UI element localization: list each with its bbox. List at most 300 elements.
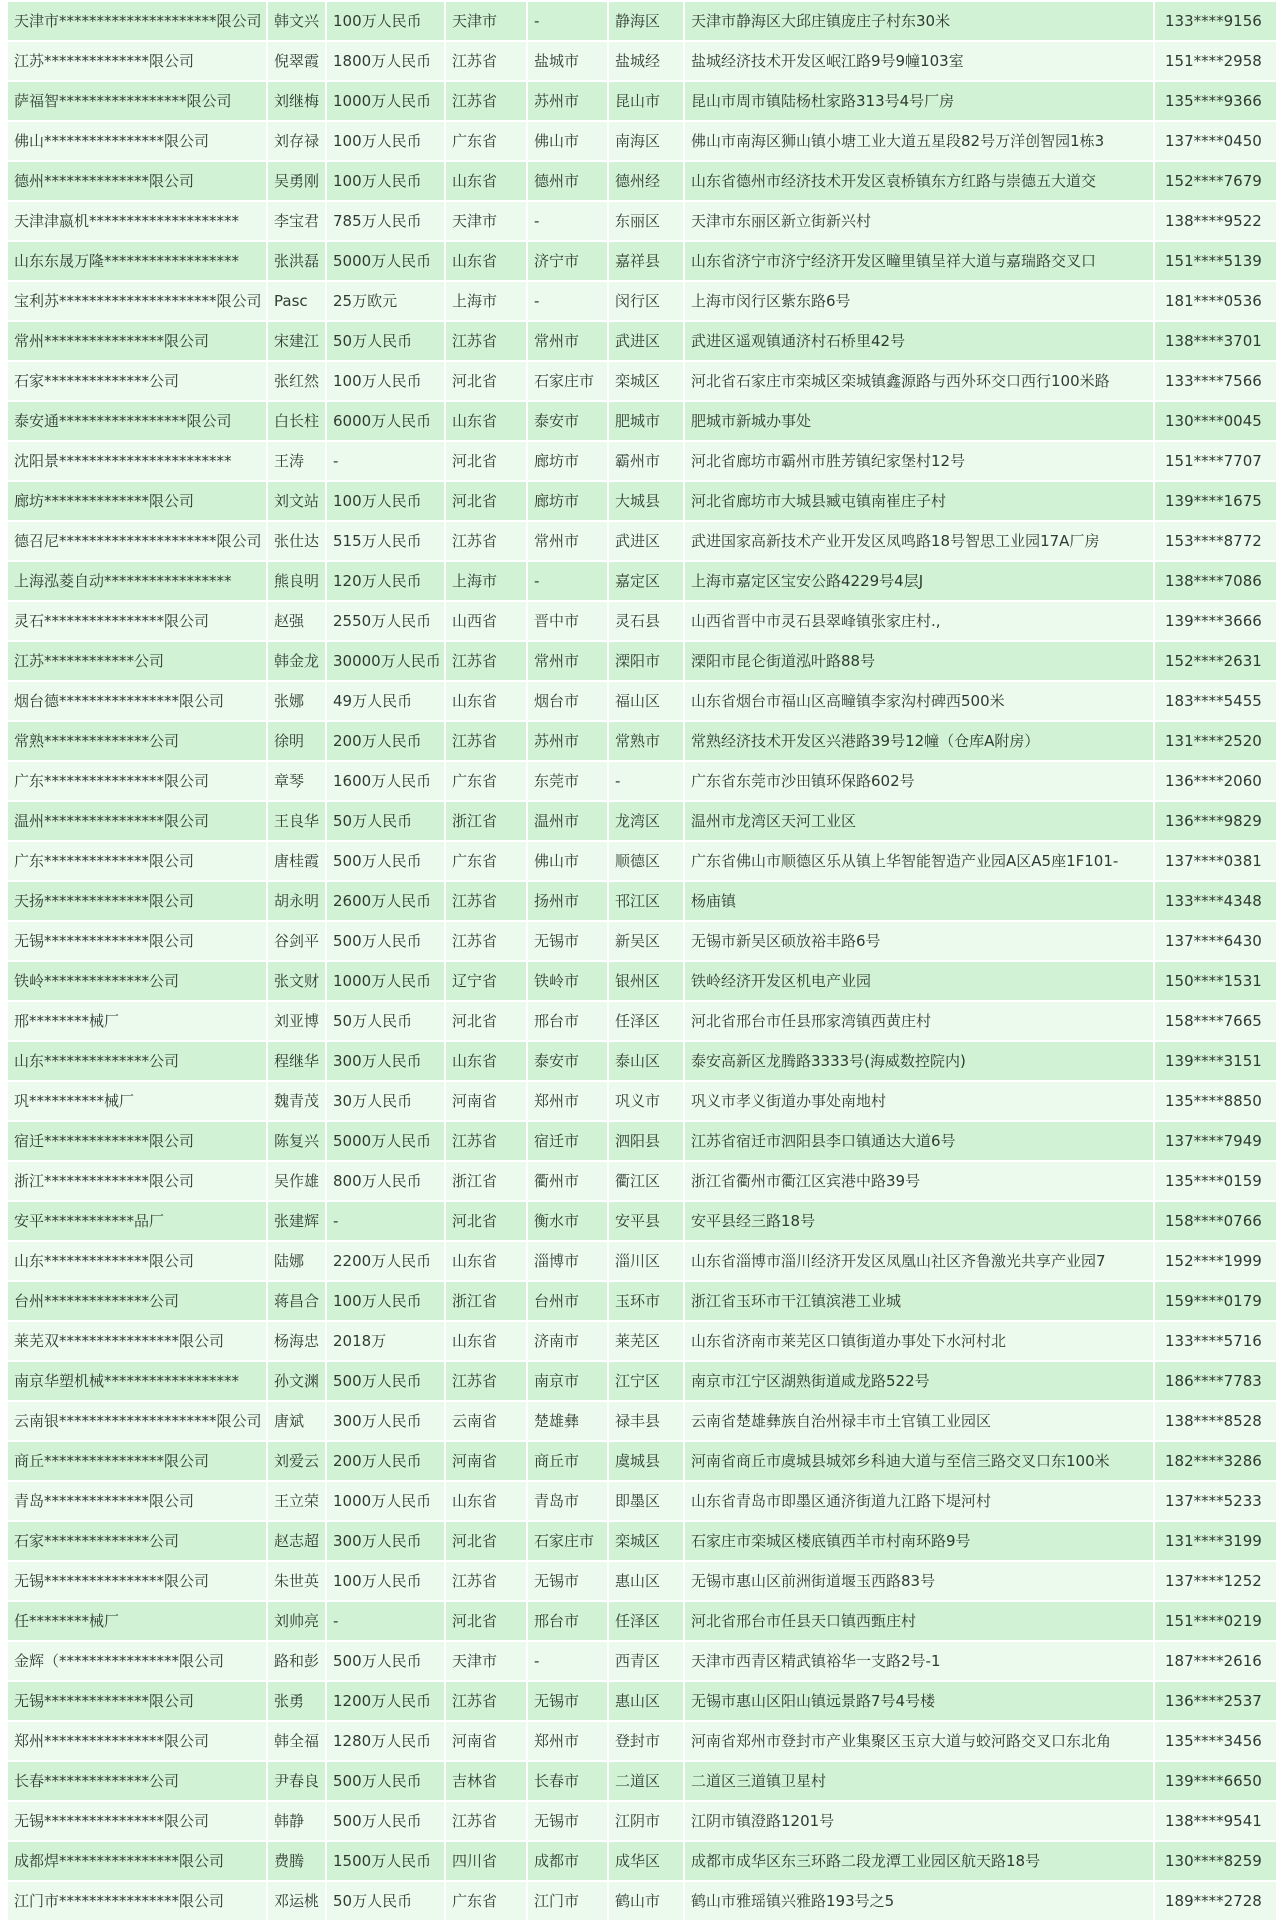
phone-cell: 159****0179 (1155, 1282, 1276, 1320)
table-row (8, 1322, 1276, 1360)
contact-name-cell: 陆娜 (268, 1242, 325, 1280)
address-cell: 广东省佛山市顺德区乐从镇上华智能智造产业园A区A5座1F101- (685, 842, 1153, 880)
registered-capital-cell: - (327, 1202, 444, 1240)
registered-capital-cell: 300万人民币 (327, 1042, 444, 1080)
phone-cell: 150****1531 (1155, 962, 1276, 1000)
city-cell: 商丘市 (528, 1442, 607, 1480)
contact-name-cell: 韩静 (268, 1802, 325, 1840)
address-cell: 山东省德州市经济技术开发区袁桥镇东方红路与崇德五大道交 (685, 162, 1153, 200)
registered-capital-cell: 500万人民币 (327, 922, 444, 960)
district-cell: 武进区 (609, 522, 683, 560)
district-cell: 二道区 (609, 1762, 683, 1800)
province-cell: 广东省 (446, 122, 526, 160)
district-cell: 巩义市 (609, 1082, 683, 1120)
company-name-cell: 浙江**************限公司 (8, 1162, 266, 1200)
company-name-cell: 邢********械厂 (8, 1002, 266, 1040)
phone-cell: 137****0450 (1155, 122, 1276, 160)
table-row (8, 1842, 1276, 1880)
table-row (8, 1562, 1276, 1600)
district-cell: 霸州市 (609, 442, 683, 480)
province-cell: 广东省 (446, 842, 526, 880)
contact-name-cell: 路和彭 (268, 1642, 325, 1680)
province-cell: 江苏省 (446, 882, 526, 920)
contact-name-cell: 王立荣 (268, 1482, 325, 1520)
city-cell: 苏州市 (528, 82, 607, 120)
province-cell: 山东省 (446, 682, 526, 720)
address-cell: 河北省邢台市任县邢家湾镇西黄庄村 (685, 1002, 1153, 1040)
address-cell: 江苏省宿迁市泗阳县李口镇通达大道6号 (685, 1122, 1153, 1160)
registered-capital-cell: 100万人民币 (327, 1562, 444, 1600)
province-cell: 河北省 (446, 442, 526, 480)
city-cell: - (528, 1642, 607, 1680)
phone-cell: 139****6650 (1155, 1762, 1276, 1800)
phone-cell: 139****3151 (1155, 1042, 1276, 1080)
contact-name-cell: 蒋昌合 (268, 1282, 325, 1320)
contact-name-cell: 张洪磊 (268, 242, 325, 280)
phone-cell: 153****8772 (1155, 522, 1276, 560)
province-cell: 上海市 (446, 282, 526, 320)
phone-cell: 137****6430 (1155, 922, 1276, 960)
province-cell: 河南省 (446, 1082, 526, 1120)
company-name-cell: 台州**************公司 (8, 1282, 266, 1320)
table-row (8, 162, 1276, 200)
address-cell: 河北省廊坊市霸州市胜芳镇纪家堡村12号 (685, 442, 1153, 480)
city-cell: 廊坊市 (528, 442, 607, 480)
contact-name-cell: 尹春良 (268, 1762, 325, 1800)
address-cell: 武进国家高新技术产业开发区凤鸣路18号智思工业园17A厂房 (685, 522, 1153, 560)
phone-cell: 138****8528 (1155, 1402, 1276, 1440)
city-cell: 无锡市 (528, 1682, 607, 1720)
province-cell: 河北省 (446, 1602, 526, 1640)
district-cell: 惠山区 (609, 1562, 683, 1600)
province-cell: 江苏省 (446, 42, 526, 80)
phone-cell: 130****8259 (1155, 1842, 1276, 1880)
district-cell: 银州区 (609, 962, 683, 1000)
company-name-cell: 长春**************公司 (8, 1762, 266, 1800)
district-cell: 德州经 (609, 162, 683, 200)
phone-cell: 136****2060 (1155, 762, 1276, 800)
phone-cell: 138****9541 (1155, 1802, 1276, 1840)
company-name-cell: 天津市*********************限公司 (8, 2, 266, 40)
registered-capital-cell: 500万人民币 (327, 1802, 444, 1840)
district-cell: 肥城市 (609, 402, 683, 440)
table-row (8, 322, 1276, 360)
city-cell: 宿迁市 (528, 1122, 607, 1160)
phone-cell: 137****1252 (1155, 1562, 1276, 1600)
table-row (8, 402, 1276, 440)
company-name-cell: 安平************品厂 (8, 1202, 266, 1240)
phone-cell: 186****7783 (1155, 1362, 1276, 1400)
registered-capital-cell: 2600万人民币 (327, 882, 444, 920)
address-cell: 佛山市南海区狮山镇小塘工业大道五星段82号万洋创智园1栋3 (685, 122, 1153, 160)
company-name-cell: 南京华塑机械****************** (8, 1362, 266, 1400)
province-cell: 广东省 (446, 1882, 526, 1920)
company-name-cell: 佛山****************限公司 (8, 122, 266, 160)
city-cell: 无锡市 (528, 1562, 607, 1600)
address-cell: 上海市闵行区紫东路6号 (685, 282, 1153, 320)
province-cell: 山东省 (446, 1482, 526, 1520)
company-name-cell: 江苏************公司 (8, 642, 266, 680)
registered-capital-cell: 500万人民币 (327, 1762, 444, 1800)
contact-name-cell: 刘亚博 (268, 1002, 325, 1040)
company-name-cell: 山东**************公司 (8, 1042, 266, 1080)
phone-cell: 137****5233 (1155, 1482, 1276, 1520)
address-cell: 铁岭经济开发区机电产业园 (685, 962, 1153, 1000)
city-cell: 江门市 (528, 1882, 607, 1920)
province-cell: 河北省 (446, 1522, 526, 1560)
contact-name-cell: 张仕达 (268, 522, 325, 560)
district-cell: 安平县 (609, 1202, 683, 1240)
table-row (8, 362, 1276, 400)
phone-cell: 151****5139 (1155, 242, 1276, 280)
city-cell: 温州市 (528, 802, 607, 840)
registered-capital-cell: 500万人民币 (327, 842, 444, 880)
contact-name-cell: 王涛 (268, 442, 325, 480)
province-cell: 浙江省 (446, 1282, 526, 1320)
registered-capital-cell: 1500万人民币 (327, 1842, 444, 1880)
address-cell: 巩义市孝义街道办事处南地村 (685, 1082, 1153, 1120)
table-row (8, 1162, 1276, 1200)
contact-name-cell: 韩文兴 (268, 2, 325, 40)
registered-capital-cell: 100万人民币 (327, 362, 444, 400)
city-cell: 泰安市 (528, 402, 607, 440)
contact-name-cell: 张勇 (268, 1682, 325, 1720)
city-cell: 盐城市 (528, 42, 607, 80)
address-cell: 山东省青岛市即墨区通济街道九江路下堤河村 (685, 1482, 1153, 1520)
company-name-cell: 金辉（****************限公司 (8, 1642, 266, 1680)
city-cell: 常州市 (528, 522, 607, 560)
contact-name-cell: 谷剑平 (268, 922, 325, 960)
registered-capital-cell: 1000万人民币 (327, 962, 444, 1000)
district-cell: 栾城区 (609, 362, 683, 400)
city-cell: 济宁市 (528, 242, 607, 280)
registered-capital-cell: 30万人民币 (327, 1082, 444, 1120)
province-cell: 上海市 (446, 562, 526, 600)
address-cell: 无锡市惠山区阳山镇远景路7号4号楼 (685, 1682, 1153, 1720)
contact-name-cell: 韩全福 (268, 1722, 325, 1760)
district-cell: 惠山区 (609, 1682, 683, 1720)
table-row (8, 1642, 1276, 1680)
table-row (8, 1002, 1276, 1040)
district-cell: 鹤山市 (609, 1882, 683, 1920)
contact-name-cell: 李宝君 (268, 202, 325, 240)
province-cell: 河北省 (446, 1202, 526, 1240)
contact-name-cell: 刘存禄 (268, 122, 325, 160)
district-cell: 江阴市 (609, 1802, 683, 1840)
province-cell: 山东省 (446, 162, 526, 200)
table-row (8, 522, 1276, 560)
registered-capital-cell: 120万人民币 (327, 562, 444, 600)
phone-cell: 138****3701 (1155, 322, 1276, 360)
address-cell: 溧阳市昆仑街道泓叶路88号 (685, 642, 1153, 680)
address-cell: 山东省淄博市淄川经济开发区凤凰山社区齐鲁激光共享产业园7 (685, 1242, 1153, 1280)
company-name-cell: 无锡****************限公司 (8, 1802, 266, 1840)
table-row (8, 482, 1276, 520)
city-cell: 淄博市 (528, 1242, 607, 1280)
province-cell: 江苏省 (446, 642, 526, 680)
phone-cell: 139****1675 (1155, 482, 1276, 520)
province-cell: 浙江省 (446, 1162, 526, 1200)
contact-name-cell: 陈复兴 (268, 1122, 325, 1160)
address-cell: 成都市成华区东三环路二段龙潭工业园区航天路18号 (685, 1842, 1153, 1880)
company-name-cell: 萨福智*****************限公司 (8, 82, 266, 120)
registered-capital-cell: 100万人民币 (327, 2, 444, 40)
table-row (8, 1442, 1276, 1480)
company-name-cell: 铁岭**************公司 (8, 962, 266, 1000)
contact-name-cell: 程继华 (268, 1042, 325, 1080)
city-cell: 常州市 (528, 322, 607, 360)
province-cell: 河北省 (446, 362, 526, 400)
contact-name-cell: 赵志超 (268, 1522, 325, 1560)
province-cell: 河北省 (446, 1002, 526, 1040)
company-name-cell: 泰安通*****************限公司 (8, 402, 266, 440)
district-cell: 灵石县 (609, 602, 683, 640)
company-name-cell: 德州**************限公司 (8, 162, 266, 200)
registered-capital-cell: 785万人民币 (327, 202, 444, 240)
table-row (8, 1082, 1276, 1120)
district-cell: 莱芜区 (609, 1322, 683, 1360)
registered-capital-cell: 49万人民币 (327, 682, 444, 720)
company-name-cell: 成都焊****************限公司 (8, 1842, 266, 1880)
table-row (8, 1242, 1276, 1280)
company-name-cell: 烟台德****************限公司 (8, 682, 266, 720)
phone-cell: 131****3199 (1155, 1522, 1276, 1560)
district-cell: 衢江区 (609, 1162, 683, 1200)
province-cell: 江苏省 (446, 522, 526, 560)
contact-name-cell: 宋建江 (268, 322, 325, 360)
city-cell: 苏州市 (528, 722, 607, 760)
contact-name-cell: 胡永明 (268, 882, 325, 920)
address-cell: 温州市龙湾区天河工业区 (685, 802, 1153, 840)
city-cell: 衢州市 (528, 1162, 607, 1200)
contact-name-cell: 魏青茂 (268, 1082, 325, 1120)
table-row (8, 42, 1276, 80)
province-cell: 河北省 (446, 482, 526, 520)
district-cell: 虞城县 (609, 1442, 683, 1480)
district-cell: 溧阳市 (609, 642, 683, 680)
province-cell: 江苏省 (446, 722, 526, 760)
district-cell: 龙湾区 (609, 802, 683, 840)
address-cell: 安平县经三路18号 (685, 1202, 1153, 1240)
phone-cell: 137****0381 (1155, 842, 1276, 880)
city-cell: 青岛市 (528, 1482, 607, 1520)
contact-name-cell: 张红然 (268, 362, 325, 400)
province-cell: 山东省 (446, 1042, 526, 1080)
phone-cell: 133****4348 (1155, 882, 1276, 920)
province-cell: 山西省 (446, 602, 526, 640)
company-name-cell: 灵石****************限公司 (8, 602, 266, 640)
contact-name-cell: 吴勇刚 (268, 162, 325, 200)
province-cell: 山东省 (446, 402, 526, 440)
address-cell: 河北省廊坊市大城县臧屯镇南崔庄子村 (685, 482, 1153, 520)
company-name-cell: 无锡**************限公司 (8, 922, 266, 960)
city-cell: 郑州市 (528, 1722, 607, 1760)
registered-capital-cell: 2018万 (327, 1322, 444, 1360)
district-cell: 武进区 (609, 322, 683, 360)
registered-capital-cell: 2200万人民币 (327, 1242, 444, 1280)
phone-cell: 189****2728 (1155, 1882, 1276, 1920)
district-cell: 常熟市 (609, 722, 683, 760)
contact-name-cell: 徐明 (268, 722, 325, 760)
registered-capital-cell: 25万欧元 (327, 282, 444, 320)
registered-capital-cell: 50万人民币 (327, 1002, 444, 1040)
phone-cell: 158****7665 (1155, 1002, 1276, 1040)
address-cell: 泰安高新区龙腾路3333号(海威数控院内) (685, 1042, 1153, 1080)
district-cell: 西青区 (609, 1642, 683, 1680)
province-cell: 山东省 (446, 1242, 526, 1280)
phone-cell: 181****0536 (1155, 282, 1276, 320)
phone-cell: 158****0766 (1155, 1202, 1276, 1240)
registered-capital-cell: - (327, 442, 444, 480)
table-row (8, 1602, 1276, 1640)
registered-capital-cell: - (327, 1602, 444, 1640)
province-cell: 天津市 (446, 202, 526, 240)
province-cell: 江苏省 (446, 322, 526, 360)
province-cell: 河南省 (446, 1442, 526, 1480)
company-name-cell: 常熟**************公司 (8, 722, 266, 760)
address-cell: 常熟经济技术开发区兴港路39号12幢（仓库A附房） (685, 722, 1153, 760)
district-cell: 邗江区 (609, 882, 683, 920)
company-table-container (6, 0, 1274, 1922)
province-cell: 广东省 (446, 762, 526, 800)
city-cell: - (528, 282, 607, 320)
contact-name-cell: 唐桂霞 (268, 842, 325, 880)
contact-name-cell: 赵强 (268, 602, 325, 640)
district-cell: 昆山市 (609, 82, 683, 120)
table-row (8, 922, 1276, 960)
registered-capital-cell: 800万人民币 (327, 1162, 444, 1200)
address-cell: 无锡市新吴区硕放裕丰路6号 (685, 922, 1153, 960)
address-cell: 石家庄市栾城区楼底镇西羊市村南环路9号 (685, 1522, 1153, 1560)
table-row (8, 642, 1276, 680)
address-cell: 上海市嘉定区宝安公路4229号4层J (685, 562, 1153, 600)
table-row (8, 962, 1276, 1000)
company-name-cell: 江苏**************限公司 (8, 42, 266, 80)
contact-name-cell: 刘继梅 (268, 82, 325, 120)
district-cell: 静海区 (609, 2, 683, 40)
phone-cell: 151****7707 (1155, 442, 1276, 480)
company-name-cell: 云南银*********************限公司 (8, 1402, 266, 1440)
company-name-cell: 天扬**************限公司 (8, 882, 266, 920)
province-cell: 江苏省 (446, 1682, 526, 1720)
table-row (8, 682, 1276, 720)
address-cell: 云南省楚雄彝族自治州禄丰市土官镇工业园区 (685, 1402, 1153, 1440)
address-cell: 杨庙镇 (685, 882, 1153, 920)
registered-capital-cell: 30000万人民币 (327, 642, 444, 680)
district-cell: 盐城经 (609, 42, 683, 80)
registered-capital-cell: 200万人民币 (327, 722, 444, 760)
registered-capital-cell: 200万人民币 (327, 1442, 444, 1480)
district-cell: 东丽区 (609, 202, 683, 240)
table-row (8, 1722, 1276, 1760)
company-name-cell: 温州****************限公司 (8, 802, 266, 840)
table-row (8, 442, 1276, 480)
company-name-cell: 广东****************限公司 (8, 762, 266, 800)
address-cell: 南京市江宁区湖熟街道咸龙路522号 (685, 1362, 1153, 1400)
district-cell: 登封市 (609, 1722, 683, 1760)
phone-cell: 137****7949 (1155, 1122, 1276, 1160)
city-cell: 台州市 (528, 1282, 607, 1320)
phone-cell: 183****5455 (1155, 682, 1276, 720)
phone-cell: 152****7679 (1155, 162, 1276, 200)
district-cell: 成华区 (609, 1842, 683, 1880)
phone-cell: 133****7566 (1155, 362, 1276, 400)
city-cell: 烟台市 (528, 682, 607, 720)
registered-capital-cell: 100万人民币 (327, 122, 444, 160)
company-name-cell: 莱芜双****************限公司 (8, 1322, 266, 1360)
district-cell: - (609, 762, 683, 800)
company-name-cell: 青岛**************限公司 (8, 1482, 266, 1520)
registered-capital-cell: 515万人民币 (327, 522, 444, 560)
province-cell: 江苏省 (446, 922, 526, 960)
address-cell: 天津市西青区精武镇裕华一支路2号-1 (685, 1642, 1153, 1680)
registered-capital-cell: 100万人民币 (327, 1282, 444, 1320)
city-cell: 铁岭市 (528, 962, 607, 1000)
phone-cell: 151****0219 (1155, 1602, 1276, 1640)
province-cell: 山东省 (446, 242, 526, 280)
phone-cell: 152****2631 (1155, 642, 1276, 680)
address-cell: 山东省济宁市济宁经济开发区疃里镇呈祥大道与嘉瑞路交叉口 (685, 242, 1153, 280)
registered-capital-cell: 2550万人民币 (327, 602, 444, 640)
table-row (8, 1882, 1276, 1920)
province-cell: 江苏省 (446, 1362, 526, 1400)
table-row (8, 1682, 1276, 1720)
city-cell: 泰安市 (528, 1042, 607, 1080)
company-table-body (8, 2, 1276, 1920)
table-row (8, 1402, 1276, 1440)
address-cell: 江阴市镇澄路1201号 (685, 1802, 1153, 1840)
contact-name-cell: 熊良明 (268, 562, 325, 600)
address-cell: 武进区遥观镇通济村石桥里42号 (685, 322, 1153, 360)
phone-cell: 136****9829 (1155, 802, 1276, 840)
table-row (8, 1042, 1276, 1080)
table-row (8, 1522, 1276, 1560)
registered-capital-cell: 1200万人民币 (327, 1682, 444, 1720)
company-name-cell: 德召尼*********************限公司 (8, 522, 266, 560)
city-cell: 郑州市 (528, 1082, 607, 1120)
city-cell: 石家庄市 (528, 1522, 607, 1560)
address-cell: 浙江省玉环市干江镇滨港工业城 (685, 1282, 1153, 1320)
table-row (8, 1282, 1276, 1320)
district-cell: 任泽区 (609, 1002, 683, 1040)
address-cell: 天津市静海区大邱庄镇庞庄子村东30米 (685, 2, 1153, 40)
phone-cell: 139****3666 (1155, 602, 1276, 640)
province-cell: 天津市 (446, 2, 526, 40)
address-cell: 浙江省衢州市衢江区宾港中路39号 (685, 1162, 1153, 1200)
district-cell: 泰山区 (609, 1042, 683, 1080)
registered-capital-cell: 1000万人民币 (327, 1482, 444, 1520)
contact-name-cell: 王良华 (268, 802, 325, 840)
registered-capital-cell: 100万人民币 (327, 162, 444, 200)
company-name-cell: 宿迁**************限公司 (8, 1122, 266, 1160)
company-name-cell: 商丘****************限公司 (8, 1442, 266, 1480)
province-cell: 江苏省 (446, 1802, 526, 1840)
company-name-cell: 山东**************限公司 (8, 1242, 266, 1280)
contact-name-cell: 唐斌 (268, 1402, 325, 1440)
registered-capital-cell: 5000万人民币 (327, 1122, 444, 1160)
registered-capital-cell: 50万人民币 (327, 802, 444, 840)
address-cell: 鹤山市雅瑶镇兴雅路193号之5 (685, 1882, 1153, 1920)
contact-name-cell: 张文财 (268, 962, 325, 1000)
table-row (8, 242, 1276, 280)
district-cell: 淄川区 (609, 1242, 683, 1280)
province-cell: 山东省 (446, 1322, 526, 1360)
table-row (8, 882, 1276, 920)
city-cell: 济南市 (528, 1322, 607, 1360)
registered-capital-cell: 500万人民币 (327, 1362, 444, 1400)
address-cell: 河南省郑州市登封市产业集聚区玉京大道与蛟河路交叉口东北角 (685, 1722, 1153, 1760)
company-name-cell: 常州****************限公司 (8, 322, 266, 360)
